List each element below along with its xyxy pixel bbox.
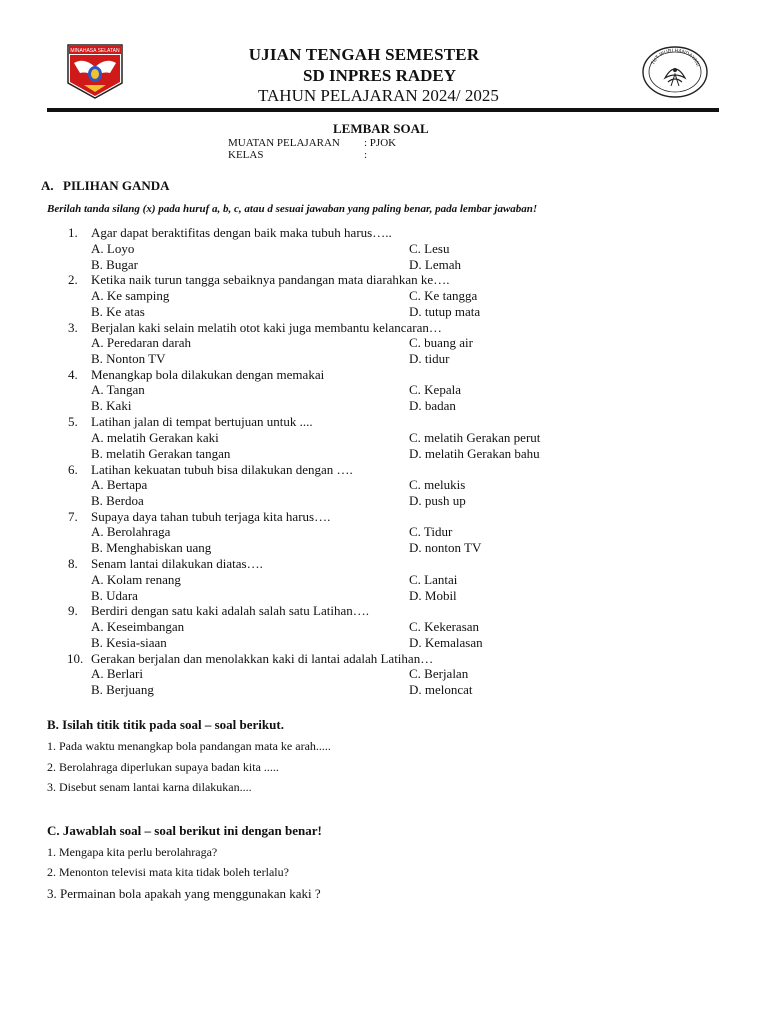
question-text: Latihan jalan di tempat bertujuan untuk .... [91,414,313,430]
fill-in-item: 3. Disebut senam lantai karna dilakukan.... [47,780,252,794]
option-d: D. nonton TV [409,540,482,556]
sheet-title: LEMBAR SOAL [333,121,429,136]
option-d: D. push up [409,493,466,508]
question-text: Ketika naik turun tangga sebaiknya pandangan mata diarahkan ke…. [91,272,450,288]
exam-title: UJIAN TENGAH SEMESTER [248,45,480,64]
section-b-heading: B. Isilah titik titik pada soal – soal berikut. [47,717,284,732]
question-text: Menangkap bola dilakukan dengan memakai [91,366,325,382]
option-c: C. Tidur [409,524,453,540]
question-number: 7. [68,508,78,524]
essay-item: 1. Mengapa kita perlu berolahraga? [47,845,218,859]
academic-year: TAHUN PELAJARAN 2024/ 2025 [258,86,499,105]
fill-in-item: 2. Berolahraga diperlukan supaya badan kita ..... [47,760,279,774]
option-a: A. Peredaran darah [91,335,191,351]
option-d: D. meloncat [409,682,473,698]
question-number: 9. [68,603,78,619]
question-number: 2. [68,272,78,288]
question-number: 6. [68,461,78,477]
option-b: B. Berjuang [91,682,154,698]
question-text: Supaya daya tahan tubuh terjaga kita harus…. [91,508,331,524]
option-c: C. Kekerasan [409,618,480,634]
section-c-heading: C. Jawablah soal – soal berikut ini dengan benar! [47,823,322,838]
option-b: B. Menghabiskan uang [91,540,212,556]
question-number: 10. [67,650,84,666]
question-text: Latihan kekuatan tubuh bisa dilakukan dengan …. [91,461,353,477]
school-name: SD INPRES RADEY [303,66,457,85]
section-a-instruction: Berilah tanda silang (x) pada huruf a, b, c, atau d sesuai jawaban yang paling benar, pada lembar jawaban! [47,203,538,215]
question-number: 3. [68,319,78,335]
option-c: C. melatih Gerakan perut [409,429,541,445]
question-text: Senam lantai dilakukan diatas…. [91,556,263,572]
question-number: 5. [68,414,78,430]
option-a: A. Berolahraga [91,524,171,540]
question-number: 8. [68,556,78,572]
option-c: C. Ke tangga [409,287,478,303]
option-a: A. melatih Gerakan kaki [91,429,219,445]
section-a-heading [41,178,170,194]
option-a: A. Keseimbangan [91,618,185,634]
option-a: A. Bertapa [91,477,148,492]
fill-in-item: 1. Pada waktu menangkap bola pandangan mata ke arah..... [47,739,331,753]
option-c: C. Kepala [409,382,461,398]
question-text: Agar dapat beraktifitas dengan baik maka tubuh harus….. [91,225,392,240]
option-b: B. Berdoa [91,493,144,508]
option-a: A. Berlari [91,666,143,682]
essay-item: 3. Permainan bola apakah yang menggunakan kaki ? [47,886,321,901]
question-number: 1. [68,225,78,240]
essay-item: 2. Menonton televisi mata kita tidak boleh terlalu? [47,865,289,879]
emblem-caption: MINAHASA SELATAN [70,48,120,54]
option-d: D. tutup mata [409,303,481,319]
option-a: A. Kolam renang [91,571,181,587]
option-b: B. Ke atas [91,303,145,319]
option-b: B. Bugar [91,256,138,272]
option-d: D. melatih Gerakan bahu [409,445,540,461]
option-b: B. Nonton TV [91,351,166,367]
option-b: B. melatih Gerakan tangan [91,445,231,461]
option-d: D. badan [409,398,456,414]
option-d: D. Mobil [409,587,457,603]
question-number: 4. [68,366,78,382]
option-d: D. Lemah [409,256,461,272]
option-b: B. Kaki [91,398,132,414]
option-a: A. Loyo [91,240,135,256]
option-a: A. Tangan [91,382,145,398]
question-text: Berdiri dengan satu kaki adalah salah satu Latihan…. [91,603,369,619]
section-a-letter: A. [41,178,54,193]
meta-label: KELAS [228,149,264,161]
question-text: Gerakan berjalan dan menolakkan kaki di lantai adalah Latihan… [91,650,434,666]
question-text: Berjalan kaki selain melatih otot kaki juga membantu kelancaran… [91,319,442,335]
option-c: C. buang air [409,335,473,351]
emblem-motto: TUT WURI HANDAYANI [650,47,701,68]
meta-class [228,149,367,162]
section-a-title: PILIHAN GANDA [63,178,170,193]
option-d: D. tidur [409,351,450,367]
option-c: C. Lesu [409,240,450,256]
header-divider [47,108,719,112]
option-d: D. Kemalasan [409,634,483,650]
meta-value: : [364,149,368,161]
option-b: B. Udara [91,587,138,603]
meta-label: MUATAN PELAJARAN [228,137,340,149]
option-a: A. Ke samping [91,287,170,303]
option-c: C. Lantai [409,571,458,587]
meta-value: : PJOK [364,137,397,149]
option-c: C. melukis [409,477,466,492]
option-c: C. Berjalan [409,666,469,682]
option-b: B. Kesia-siaan [91,634,167,650]
